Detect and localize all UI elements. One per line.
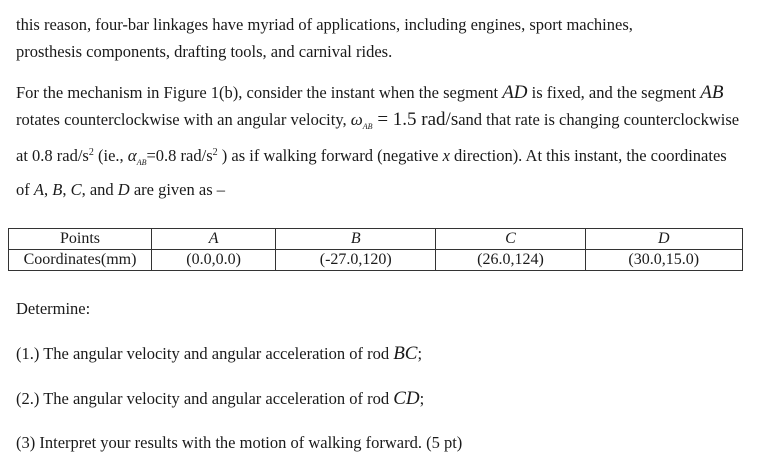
question-3: (3) Interpret your results with the motion of walking forward. (5 pt) [16, 433, 463, 452]
question-text: (1.) The angular velocity and angular acceleration of rod [16, 344, 394, 363]
table-point-label: C [436, 229, 585, 250]
exponent: 2 [212, 147, 218, 158]
point-c: C [70, 179, 82, 199]
x-variable: x [442, 146, 450, 165]
point-d: D [117, 179, 130, 199]
table-header-row [9, 229, 743, 250]
segment-ab: AB [700, 82, 724, 103]
problem-text: =0.8 rad/s [146, 146, 213, 165]
separator: , [62, 179, 71, 199]
omega-value: = 1.5 rad/s [372, 108, 459, 130]
omega-symbol: ω [350, 109, 363, 129]
problem-paragraph [16, 80, 744, 203]
table-row-label: Coordinates(mm) [9, 250, 152, 271]
alpha-symbol: α [127, 146, 137, 165]
question-1 [16, 341, 744, 368]
problem-text: and that rate is changing counterclockwise at 0.8 rad/s [16, 109, 740, 165]
determine-heading: Determine: [16, 299, 91, 318]
table-cell: (30.0,15.0) [585, 250, 743, 271]
problem-text: ) as if walking forward (negative [217, 146, 443, 165]
table-point-label: B [276, 229, 436, 250]
problem-text: , and [81, 179, 118, 199]
table-header-label: Points [9, 229, 152, 250]
problem-text: is fixed, and the segment [527, 83, 701, 102]
table-point-label: D [585, 229, 743, 250]
intro-line-1: this reason, four-bar linkages have myriad of applications, including engines, sport machines, [16, 15, 633, 34]
table-point-label: A [152, 229, 276, 250]
problem-text: are given as – [129, 179, 225, 199]
question-2 [16, 386, 744, 413]
problem-text: rotates counterclockwise with an angular velocity, [16, 109, 351, 129]
problem-text: direction). At this instant, the coordinates of [16, 146, 727, 199]
rod-bc: BC [393, 343, 418, 364]
alpha-subscript: AB [136, 158, 147, 167]
problem-text: For the mechanism in Figure 1(b), consider the instant when the segment [16, 83, 503, 102]
segment-ad: AD [502, 82, 528, 103]
table-row [9, 250, 743, 271]
table-cell: (-27.0,120) [276, 250, 436, 271]
question-text: (2.) The angular velocity and angular acceleration of rod [16, 389, 394, 408]
table-cell: (26.0,124) [436, 250, 585, 271]
question-text: ; [417, 344, 423, 363]
coordinates-table [8, 228, 743, 271]
intro-line-2: prosthesis components, drafting tools, and carnival rides. [16, 41, 393, 61]
intro-paragraph [16, 12, 744, 65]
point-b: B [52, 179, 63, 199]
question-text: ; [419, 389, 425, 408]
point-a: A [33, 179, 44, 199]
table-cell: (0.0,0.0) [152, 250, 276, 271]
rod-cd: CD [393, 388, 420, 409]
exponent: 2 [88, 147, 94, 158]
separator: , [43, 179, 53, 199]
problem-text: (ie., [93, 146, 128, 165]
omega-subscript: AB [362, 121, 373, 131]
